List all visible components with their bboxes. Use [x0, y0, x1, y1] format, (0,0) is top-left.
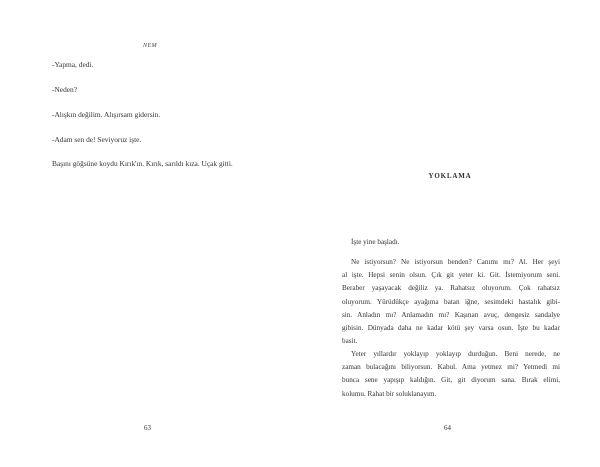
right-page: [300, 0, 600, 467]
paragraph-line: Ne istiyorsun? Ne istiyorsun benden? Canımı mı? Al. Her şeyi: [351, 258, 560, 266]
paragraph-line: sin. Anladın mı? Anlamadın mı? Kaşınan avuç, dengesiz sandalye: [342, 310, 560, 319]
text-line: -Neden?: [52, 85, 78, 94]
paragraph-line: zaman bulacağını biliyorsun. Kabul. Ama yetmez mi? Yetmedi mi: [342, 363, 560, 372]
paragraph-line: oluyorum. Yürüdükçe ayağıma batan iğne, sesimdeki hastalık gibi-: [342, 297, 560, 306]
paragraph-line: Beraber yaşayacak değiliz ya. Rahatsız oluyorum. Çok rahatsız: [342, 284, 560, 293]
chapter-title: YOKLAMA: [428, 172, 472, 180]
paragraph-line: kolumu. Rahat bir soluklanayım.: [342, 389, 437, 398]
paragraph-line: İşte yine başladı.: [351, 238, 400, 246]
text-line: -Alışkın değilim. Alışırsam gidersin.: [52, 110, 161, 119]
running-head: NEM: [143, 43, 158, 49]
paragraph-line: al işte. Hepsi senin olsun. Çık git yeter ki. Git. İstemiyorum seni.: [342, 271, 560, 280]
text-line: -Adam sen de! Seviyoruz işte.: [52, 135, 142, 144]
paragraph-line: bunca sene yapışıp kaldığın. Git, git diyorum sana. Bırak elimi,: [342, 376, 560, 385]
paragraph-line: Yeter yıllardır yoklayıp yoklayıp durduğun. Beni nerede, ne: [351, 350, 560, 358]
paragraph: [342, 236, 560, 249]
paragraph-line: gibisin. Dünyada daha ne kadar kötü şey varsa osun. İşte bu kadar: [342, 324, 560, 333]
page-number: 64: [444, 424, 451, 432]
paragraph: [342, 256, 560, 348]
text-line: Başını göğsüne koydu Kırık'ın. Kırık, sarıldı kıza. Uçak gitti.: [52, 159, 233, 168]
paragraph-line: basit.: [342, 337, 358, 346]
paragraph: [342, 348, 560, 401]
page-number: 63: [144, 424, 151, 432]
text-line: -Yapma, dedi.: [52, 60, 94, 69]
